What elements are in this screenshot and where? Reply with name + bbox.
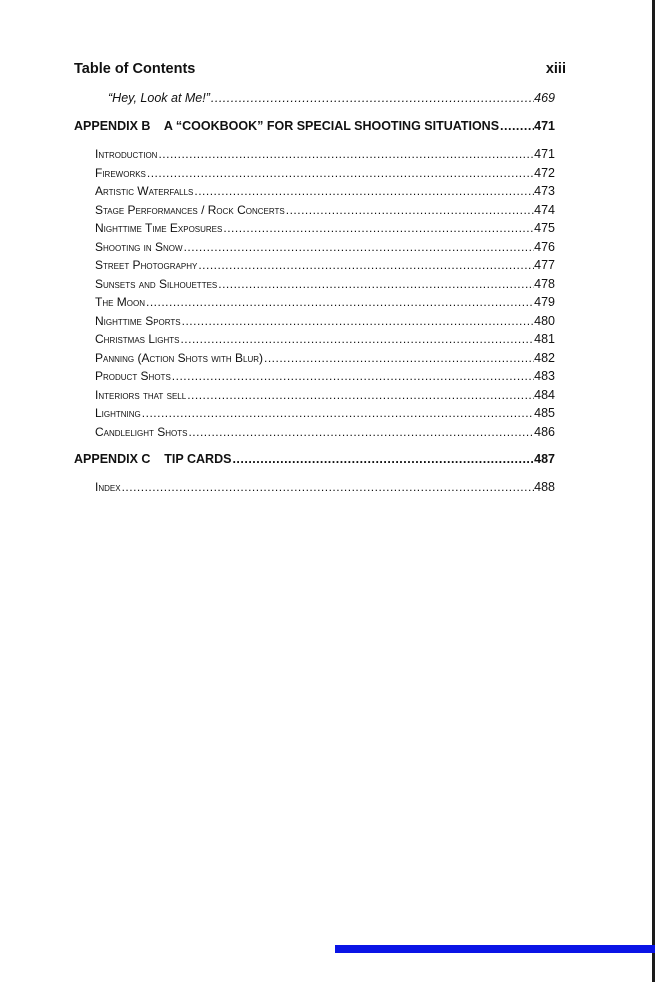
toc-entry[interactable] <box>95 277 555 291</box>
appendix-page: 487 <box>534 452 555 466</box>
toc-entry-label: Sunsets and Silhouettes <box>95 276 218 291</box>
toc-entry-label: Street Photography <box>95 258 198 272</box>
toc-entry-label: Shooting in Snow <box>95 239 183 254</box>
toc-entry-page: 474 <box>534 202 555 217</box>
dot-leader <box>181 314 535 328</box>
dot-leader <box>141 406 534 420</box>
toc-entry-hey-look-at-me[interactable] <box>108 91 555 105</box>
toc-entry-page: 477 <box>534 258 555 272</box>
toc-entry-page: 483 <box>534 369 555 383</box>
dot-leader <box>210 91 534 105</box>
toc-entry-label: Nighttime Sports <box>95 313 181 328</box>
toc-entry[interactable] <box>95 203 555 217</box>
toc-entry[interactable] <box>95 221 555 235</box>
toc-entry-label: Introduction <box>95 147 158 161</box>
dot-leader <box>197 258 534 272</box>
toc-entry[interactable] <box>95 388 555 402</box>
page-number: xiii <box>545 61 566 77</box>
toc-entry[interactable] <box>95 369 555 383</box>
toc-entry-label: Stage Performances / Rock Concerts <box>95 202 285 217</box>
dot-leader <box>171 369 534 383</box>
toc-entry[interactable] <box>95 351 555 365</box>
toc-entry-label: Candlelight Shots <box>95 424 188 439</box>
toc-entry-page: 476 <box>534 239 555 254</box>
dot-leader <box>186 388 534 402</box>
dot-leader <box>146 166 534 180</box>
running-header <box>74 61 566 77</box>
toc-entry-index[interactable] <box>95 480 555 494</box>
toc-entry[interactable] <box>95 332 555 346</box>
toc-entry-page: 481 <box>534 332 555 346</box>
toc-entry-label: Index <box>95 480 121 494</box>
page-title: Table of Contents <box>74 61 196 77</box>
toc-entry[interactable] <box>95 240 555 254</box>
toc-entry-page: 486 <box>534 424 555 439</box>
dot-leader <box>187 425 534 439</box>
toc-entry-page: 482 <box>534 350 555 365</box>
toc-entry-page: 484 <box>534 387 555 402</box>
accent-bar <box>335 945 655 953</box>
toc-entry-page: 485 <box>534 406 555 420</box>
dot-leader <box>285 203 534 217</box>
toc-entry-label: Product Shots <box>95 369 171 383</box>
appendix-page: 471 <box>534 119 555 133</box>
toc-entry-page: 478 <box>534 276 555 291</box>
toc-entry-label: Interiors that sell <box>95 387 187 402</box>
toc-entry[interactable] <box>95 406 555 420</box>
toc-entry[interactable] <box>95 147 555 161</box>
toc-entry-page: 471 <box>534 147 555 161</box>
appendix-label: APPENDIX C TIP CARDS <box>74 452 232 466</box>
toc-entry-label: Artistic Waterfalls <box>95 184 194 198</box>
dot-leader <box>179 332 534 346</box>
toc-entry-page: 473 <box>534 184 555 198</box>
toc-entry-page: 472 <box>534 165 555 180</box>
toc-appendix-b[interactable] <box>74 119 555 133</box>
dot-leader <box>499 119 534 133</box>
toc-entry-page: 469 <box>534 91 555 105</box>
toc-entry-label: Fireworks <box>95 165 146 180</box>
appendix-label: APPENDIX B A “COOKBOOK” FOR SPECIAL SHOOTING SITUATIONS <box>74 119 500 133</box>
toc-entry-page: 488 <box>534 480 555 494</box>
dot-leader <box>263 351 534 365</box>
toc-entry[interactable] <box>95 295 555 309</box>
dot-leader <box>121 480 535 494</box>
toc-entry-label: Lightning <box>95 406 141 420</box>
dot-leader <box>231 452 534 466</box>
toc-entry-label: Panning (Action Shots with Blur) <box>95 350 264 365</box>
toc-entry-label: The Moon <box>95 295 145 309</box>
toc-entry-label: Nighttime Time Exposures <box>95 221 223 235</box>
dot-leader <box>222 221 534 235</box>
dot-leader <box>193 184 534 198</box>
toc-entry-page: 475 <box>534 221 555 235</box>
dot-leader <box>183 240 535 254</box>
dot-leader <box>217 277 534 291</box>
toc-entry[interactable] <box>95 314 555 328</box>
toc-entry[interactable] <box>95 425 555 439</box>
toc-entry[interactable] <box>95 184 555 198</box>
toc-entry-page: 480 <box>534 313 555 328</box>
toc-entry-label: Christmas Lights <box>95 332 180 346</box>
dot-leader <box>157 147 534 161</box>
toc-entry[interactable] <box>95 258 555 272</box>
toc-entry-label: “Hey, Look at Me!” <box>108 91 210 105</box>
dot-leader <box>145 295 534 309</box>
toc-entry-page: 479 <box>534 295 555 309</box>
toc-appendix-c[interactable] <box>74 452 555 466</box>
toc-entry[interactable] <box>95 166 555 180</box>
